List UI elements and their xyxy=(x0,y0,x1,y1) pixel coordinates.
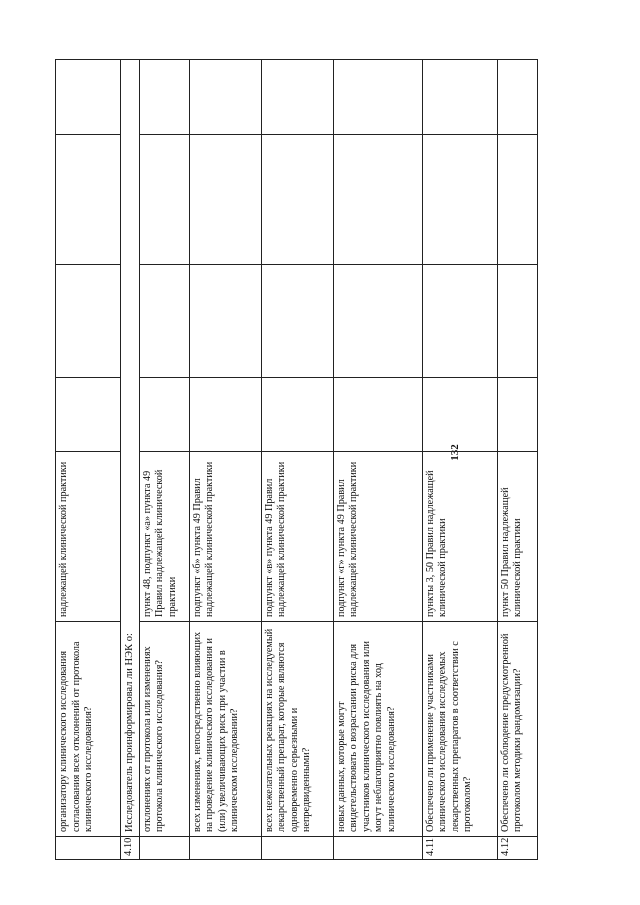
table-row xyxy=(333,60,422,860)
question-cell xyxy=(139,622,189,837)
reference-text: подпункт «в» пункта 49 Правил надлежащей клинической практики xyxy=(263,461,288,617)
note-cell xyxy=(261,60,333,135)
reference-text: подпункт «г» пункта 49 Правил надлежащей клинической практики xyxy=(335,461,360,617)
question-text: Обеспечено ли применение участниками клинического исследования исследуемых лекарственных препаратов в соответствии с протоколом? xyxy=(424,641,474,832)
item-number: 4.10 xyxy=(121,837,140,860)
reference-text: пункт 48, подпункт «а» пункта 49 Правил надлежащей клинической практики xyxy=(141,469,178,617)
reference-text: подпункт «б» пункта 49 Правил надлежащей клинической практики xyxy=(191,461,216,617)
answer-yes-cell xyxy=(56,378,121,452)
question-text: отклонениях от протокола или изменениях протокола клинического исследования? xyxy=(141,646,166,832)
answer-na-cell xyxy=(261,135,333,265)
table-row xyxy=(56,60,121,860)
table-row xyxy=(497,60,537,860)
answer-na-cell xyxy=(422,135,497,265)
answer-yes-cell xyxy=(422,378,497,452)
note-cell xyxy=(333,60,422,135)
section-question-text: Исследователь проинформировал ли НЭК о: xyxy=(124,633,135,832)
section-question-cell xyxy=(121,60,140,837)
answer-no-cell xyxy=(261,265,333,378)
answer-na-cell xyxy=(497,135,537,265)
answer-yes-cell xyxy=(189,378,261,452)
item-number xyxy=(333,837,422,860)
note-cell xyxy=(497,60,537,135)
reference-cell xyxy=(261,452,333,622)
reference-text: пункты 3, 50 Правил надлежащей клинической практики xyxy=(424,470,449,617)
answer-yes-cell xyxy=(261,378,333,452)
question-cell xyxy=(261,622,333,837)
answer-na-cell xyxy=(56,135,121,265)
note-cell xyxy=(189,60,261,135)
reference-text: надлежащей клинической практики xyxy=(58,461,69,617)
item-number xyxy=(189,837,261,860)
reference-cell xyxy=(422,452,497,622)
question-cell xyxy=(422,622,497,837)
reference-text: пункт 50 Правил надлежащей клинической практики xyxy=(499,487,524,617)
question-text: организатору клинического исследования согласования всех отклонений от протокола клинического исследования? xyxy=(58,641,95,832)
table-row xyxy=(189,60,261,860)
table-row xyxy=(121,60,140,860)
page-number: 132 xyxy=(449,444,461,461)
answer-na-cell xyxy=(139,135,189,265)
item-number: 4.12 xyxy=(497,837,537,860)
reference-cell xyxy=(497,452,537,622)
question-text: Обеспечено ли соблюдение предусмотренной протоколом методики рандомизации? xyxy=(499,633,524,832)
reference-cell xyxy=(333,452,422,622)
answer-no-cell xyxy=(56,265,121,378)
answer-no-cell xyxy=(333,265,422,378)
question-cell xyxy=(189,622,261,837)
item-number xyxy=(56,837,121,860)
note-cell xyxy=(56,60,121,135)
table-row xyxy=(422,60,497,860)
note-cell xyxy=(139,60,189,135)
answer-no-cell xyxy=(189,265,261,378)
question-cell xyxy=(333,622,422,837)
item-number xyxy=(139,837,189,860)
question-text: всех нежелательных реакциях на исследуемый лекарственный препарат, которые являются одновременно серьезными и непредвиденными? xyxy=(263,628,313,832)
answer-na-cell xyxy=(333,135,422,265)
reference-cell xyxy=(139,452,189,622)
answer-yes-cell xyxy=(139,378,189,452)
note-cell xyxy=(422,60,497,135)
table-row xyxy=(139,60,189,860)
checklist-table xyxy=(55,59,538,860)
answer-no-cell xyxy=(139,265,189,378)
answer-na-cell xyxy=(189,135,261,265)
question-cell xyxy=(497,622,537,837)
item-number xyxy=(261,837,333,860)
answer-no-cell xyxy=(422,265,497,378)
answer-yes-cell xyxy=(333,378,422,452)
reference-cell xyxy=(189,452,261,622)
item-number: 4.11 xyxy=(422,837,497,860)
question-text: новых данных, которые могут свидетельствовать о возрастании риска для участников клинического исследования или могут неблагоприятно повлиять на ход клинического исследования? xyxy=(335,641,397,832)
answer-yes-cell xyxy=(497,378,537,452)
question-cell xyxy=(56,622,121,837)
reference-cell xyxy=(56,452,121,622)
question-text: всех изменениях, непосредственно влияющих на проведение клинического исследования и (или) увеличивающих риск при участии в клиническом исследовании? xyxy=(191,631,241,832)
table-row xyxy=(261,60,333,860)
answer-no-cell xyxy=(497,265,537,378)
